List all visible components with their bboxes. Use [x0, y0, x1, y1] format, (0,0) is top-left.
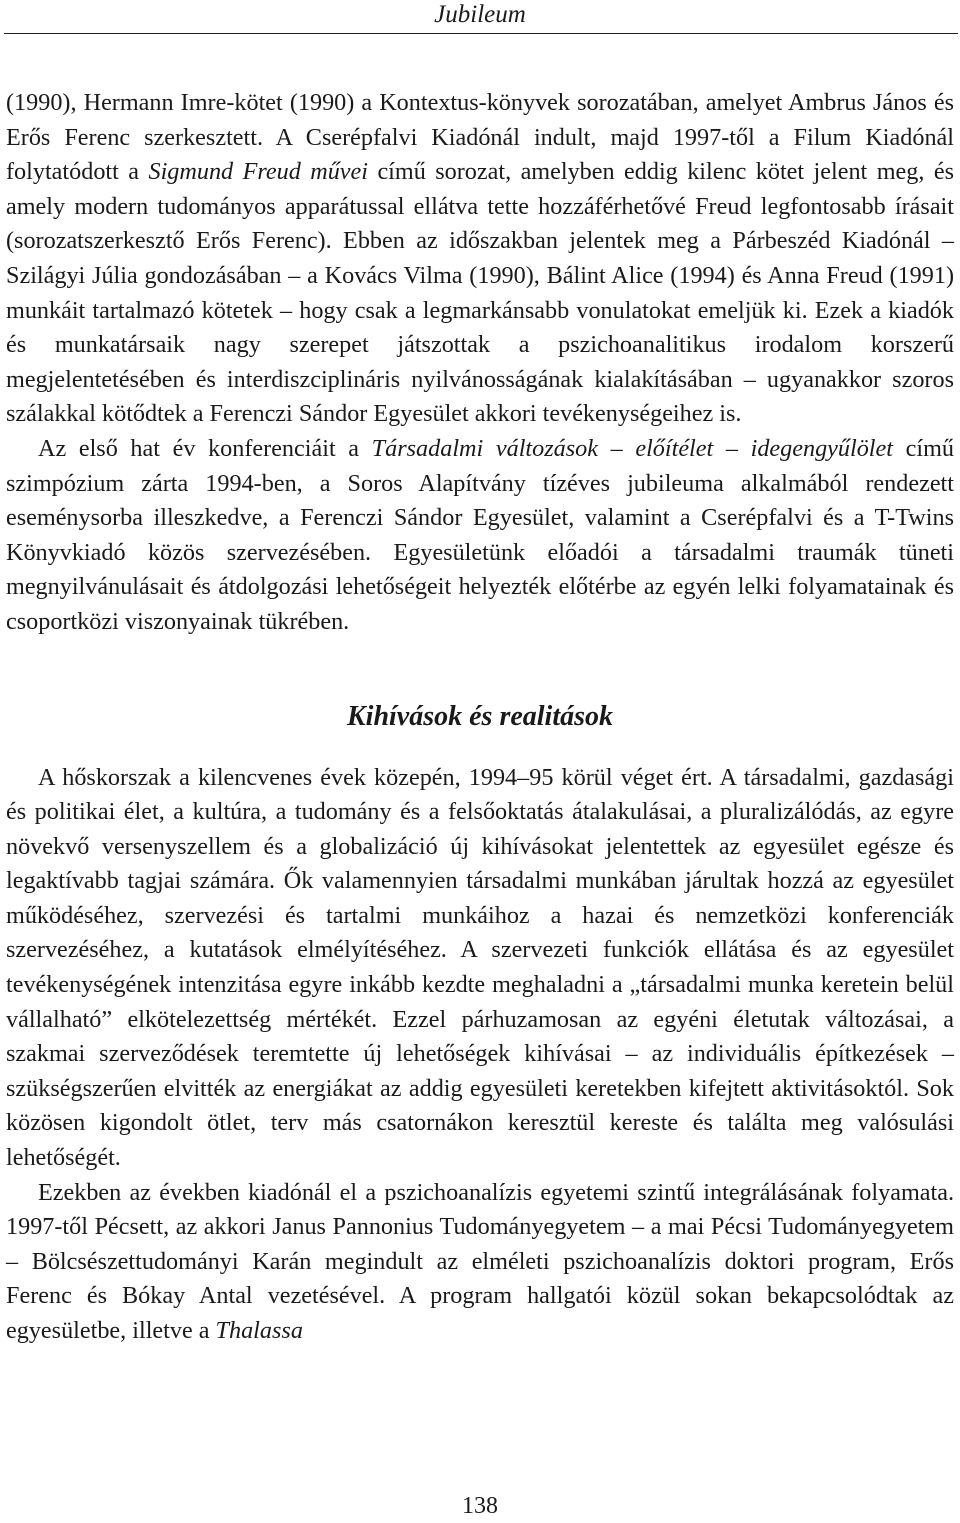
italic-title-text: Thalassa: [215, 1317, 303, 1344]
header-rule: [4, 33, 958, 34]
paragraph-text: című sorozat, amelyben eddig kilenc kötet jelent meg, és amely modern tudományos apparátussal ellátva tette hozzáférhetővé Freud legfontosabb írásait (sorozatszerkesztő Erős Ferenc). Ebben az időszakban jelentek meg a Párbeszéd Kiadónál – Szilágyi Júlia gondozásában – a Kovács Vilma (1990), Bálint Alice (1994) és Anna Freud (1991) munkáit tartalmazó kötetek – hogy csak a legmarkánsabb vonulatokat emeljük ki. Ezek a kiadók és munkatársaik nagy szerepet játszottak a pszichoanalitikus irodalom korszerű megjelentetésében és interdiszciplináris nyilvánosságának kialakításában – ugyanakkor szoros szálakkal kötődtek a Ferenczi Sándor Egyesület akkori tevékenységeihez is.: [6, 158, 954, 428]
running-head-title: Jubileum: [434, 1, 526, 28]
paragraph-text: (1990), Hermann Imre-kötet (1990) a Kontextus-könyvek sorozatában, amelyet Ambrus János és Erős Ferenc szerkesztett. A Cserépfalvi Kiadónál indult, majd 1997-től a Filum Kiadónál folytatódott a: [6, 89, 954, 186]
paragraph-text: című szimpózium zárta 1994-ben, a Soros Alapítvány tízéves jubileuma alkalmából rendezett eseménysorba illeszkedve, a Ferenczi Sándor Egyesület, valamint a Cserépfalvi és a T-Twins Könyvkiadó közös szervezésében. Egyesületünk előadói a társadalmi traumák tüneti megnyilvánulásait és átdolgozási lehetőségeit helyezték előtérbe az egyén lelki folyamatainak és csoportközi viszonyainak tükrében.: [6, 434, 954, 635]
paragraphs-before-section: [6, 86, 954, 640]
article-body: [6, 86, 954, 1349]
section-heading: Kihívások és realitások: [346, 700, 613, 732]
body-paragraph: [6, 761, 954, 1176]
paragraph-text: Ezekben az években kiadónál el a pszichoanalízis egyetemi szintű integrálásának folyamata. 1997-től Pécsett, az akkori Janus Pannonius Tudományegyetem – a mai Pécsi Tudományegyetem – Bölcsészettudományi Karán megindult az elméleti pszichoanalízis doktori program, Erős Ferenc és Bókay Antal vezetésével. A program hallgatói közül sokan bekapcsolódtak az egyesületbe, illetve a: [6, 1178, 954, 1344]
italic-title-text: Társadalmi változások – előítélet – idegengyűlölet: [371, 434, 893, 462]
body-paragraph: [6, 86, 954, 432]
paragraph-text: Az első hat év konferenciáit a: [38, 434, 372, 462]
italic-title-text: Sigmund Freud művei: [148, 158, 368, 186]
paragraphs-after-section: [6, 761, 954, 1349]
paragraph-text: A hőskorszak a kilencvenes évek közepén, 1994–95 körül véget ért. A társadalmi, gazdasági és politikai élet, a kultúra, a tudomány és a felsőoktatás átalakulásai, a pluralizálódás, az egyre növekvő versenyszellem és a globalizáció új kihívásokat jelentettek az egyesület egésze és legaktívabb tagjai számára. Ők valamennyien társadalmi munkában járultak hozzá az egyesület működéséhez, szervezési és tartalmi munkáihoz a hazai és nemzetközi konferenciák szervezéséhez, a kutatások elmélyítéséhez. A szervezeti funkciók ellátása és az egyesület tevékenységének intenzitása egyre inkább kezdte meghaladni a „társadalmi munka keretein belül vállalható” elkötelezettség mértékét. Ezzel párhuzamosan az egyéni életutak változásai, a szakmai szerveződések teremtette új lehetőségek kihívásai – az individuális építkezések – szükségszerűen elvitték az energiákat az addig egyesületi keretekben kifejtett aktivitásoktól. Sok közösen kigondolt ötlet, terv más csatornákon keresztül kereste és találta meg valósulási lehetőségét.: [6, 763, 954, 1172]
body-paragraph: [6, 432, 954, 640]
body-paragraph: [6, 1176, 954, 1349]
page-number: 138: [462, 1493, 498, 1519]
